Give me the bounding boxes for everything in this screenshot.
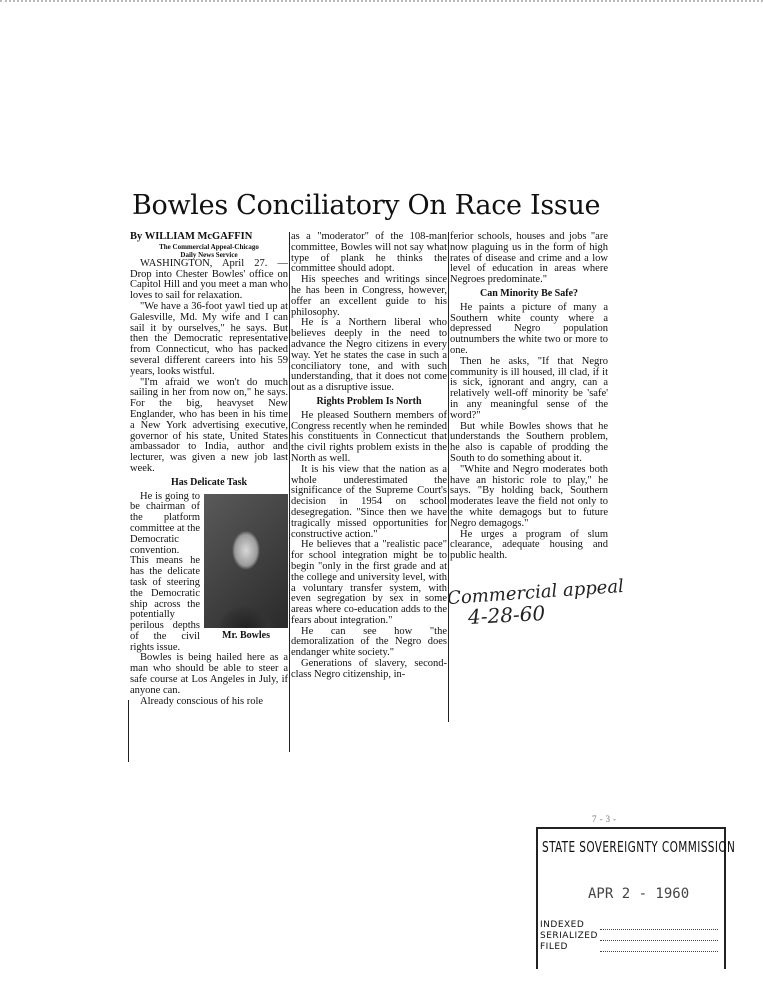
stamp-line	[600, 940, 718, 941]
paragraph: ferior schools, houses and jobs "are now plaguing us in the form of high rates of disease and crime and a low level of education in areas where Negroes predominate."	[450, 231, 608, 286]
clipping-edge	[128, 700, 129, 762]
paragraph: "White and Negro moderates both have an historic role to play," he says. "By holding back, Southern moderates leave the field not only to the white demagogs but to future Negro demagogs."	[450, 463, 608, 529]
article-column-2	[291, 232, 447, 681]
stamp-line	[600, 951, 718, 952]
byline: By WILLIAM McGAFFIN	[130, 231, 253, 242]
paragraph: Generations of slavery, second-class Negro citizenship, in-	[291, 658, 447, 680]
paragraph: Already conscious of his role	[140, 695, 264, 707]
paragraph: WASHINGTON, April 27. — Drop into Chester Bowles' office on Capitol Hill and you meet a man who loves to sail for relaxation.	[130, 257, 288, 302]
news-service-line-1: The Commercial Appeal-Chicago	[159, 242, 259, 251]
column-rule	[448, 232, 449, 722]
paragraph: "We have a 36-foot yawl tied up at Galesville, Md. My wife and I can sail it by ourselves," he says. But then the Democratic representative from Connecticut, who has packed several different careers into his 59 years, looks wistful.	[130, 300, 288, 377]
paragraph: Bowles is being hailed here as a man who should be able to steer a safe course at Los Angeles in July, if anyone can.	[130, 652, 288, 696]
paragraph: But while Bowles shows that he understands the Southern problem, he also is capable of prodding the South to do something about it.	[450, 420, 608, 464]
paragraph: He is a Northern liberal who believes deeply in the need to advance the Negro citizens in every way. Yet he states the case in such a conciliatory tone, and with such understanding, that it does not come out as a disruptive issue.	[291, 317, 447, 394]
paragraph: as a "moderator" of the 108-man committee, Bowles will not say what type of plank he thinks the committee should adopt.	[291, 231, 447, 275]
subheading: Can Minority Be Safe?	[479, 287, 579, 299]
paragraph: It is his view that the nation as a whole underestimated the significance of the Supreme Court's decision in 1954 on school desegregation. "Since then we have tragically missed opportunities for constructive action."	[291, 463, 447, 540]
article-column-1	[130, 232, 288, 707]
stamp-scrawl: 7-3-	[592, 814, 619, 824]
paragraph: He is going to be chairman of the platform committee at the Democratic convention. This means he has the delicate task of steering the Democratic ship across the potentially perilous depths of the civil rights issue.	[130, 490, 200, 653]
stamp-title: STATE SOVEREIGNTY COMMISSION	[542, 838, 736, 856]
paragraph: He pleased Southern members of Congress recently when he reminded his constituents in Connecticut that the civil rights problem exists in the North as well.	[291, 409, 447, 464]
subheading: Rights Problem Is North	[316, 395, 422, 407]
article-column-3	[450, 232, 608, 562]
photo-caption: Mr. Bowles	[222, 629, 270, 641]
stamp-label-indexed: INDEXED	[540, 920, 585, 930]
headline: Bowles Conciliatory On Race Issue	[132, 190, 601, 221]
news-service-line-2: Daily News Service	[180, 250, 238, 259]
column-rule	[289, 232, 290, 752]
stamp-line	[600, 929, 718, 930]
stamp-date: APR 2 - 1960	[588, 886, 690, 902]
paragraph: He paints a picture of many a Southern white county where a depressed Negro population outnumbers the white two or more to one.	[450, 301, 608, 356]
paragraph: He believes that a "realistic pace" for school integration might be to begin "only in the first grade and at the college and university level, with a voluntary transfer system, with even segregation by sex in some areas where co-education adds to the fears about integration."	[291, 539, 447, 626]
paragraph: He urges a program of slum clearance, adequate housing and public health.	[450, 528, 608, 562]
stamp-label-serialized: SERIALIZED	[540, 931, 598, 941]
paragraph: "I'm afraid we won't do much sailing in her from now on," he says. For the big, heavyset New Englander, who has been in his time a New York advertising executive, governor of his state, United States ambassador to India, author and lecturer, was given a new job last week.	[130, 376, 288, 474]
handwritten-source-note: Commercial appeal	[446, 575, 625, 610]
stamp-label-filed: FILED	[540, 942, 568, 952]
subheading: Has Delicate Task	[170, 476, 248, 488]
photo-block	[204, 494, 288, 644]
handwritten-date-note: 4-28-60	[467, 600, 546, 630]
paragraph: Then he asks, "If that Negro community is ill housed, ill clad, if it is sick, ignorant and angry, can a relatively well-off minority be 'safe' in any meaningful sense of the word?"	[450, 355, 608, 421]
paragraph: His speeches and writings since he has been in Congress, however, offer an excellent guide to his philosophy.	[291, 274, 447, 318]
top-dotted-border	[0, 0, 763, 10]
paragraph: He can see how "the demoralization of the Negro does endanger white society."	[291, 625, 447, 659]
bowles-photo	[204, 494, 288, 628]
